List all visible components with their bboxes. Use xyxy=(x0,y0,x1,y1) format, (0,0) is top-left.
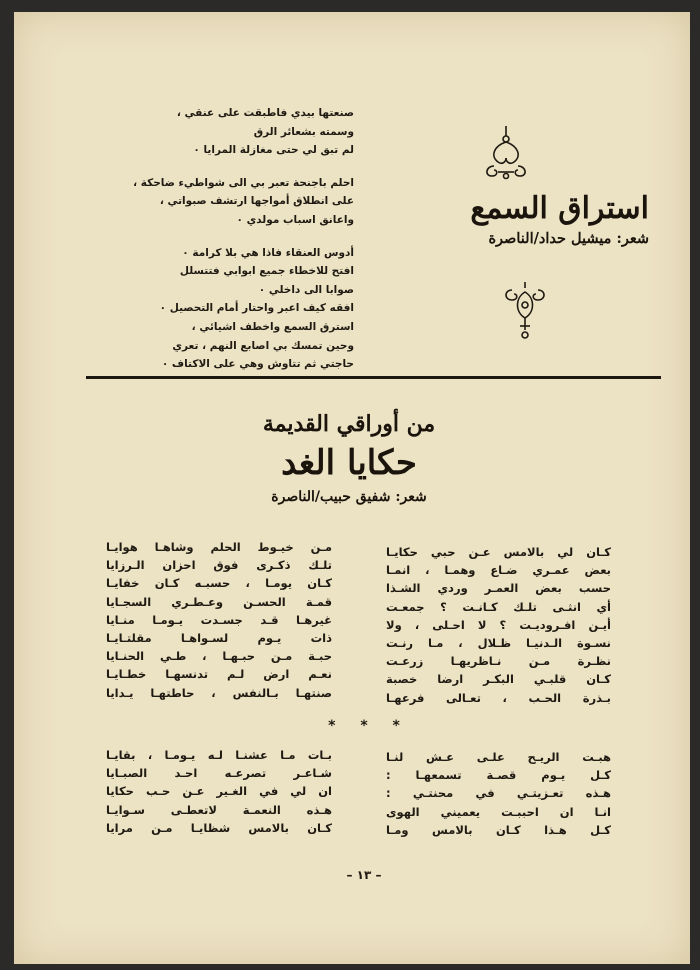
poem-byline: شعر: شفيق حبيب/الناصرة xyxy=(271,489,427,505)
ornament-top-icon xyxy=(480,122,532,182)
poem-line: انـا ان احببـت يعميني الهوى xyxy=(386,804,611,819)
poem-line: قمـة الحسـن وعـطـري السجـايا xyxy=(106,594,332,609)
poem-line: كـان يومـا ، حسبـه كـان خفايـا xyxy=(106,576,332,591)
poem-line: مـن خيـوط الحلم وشاهـا هوايـا xyxy=(106,540,332,554)
page-number: – ١٣ – xyxy=(346,868,382,882)
poem-column-right xyxy=(386,543,611,707)
stanza xyxy=(114,244,354,374)
poem-line: هـذه النعمـة لاتعطـى سـوايـا xyxy=(106,802,332,817)
header-poem-text xyxy=(114,104,354,388)
section-divider xyxy=(86,376,661,379)
stanza-separator: * * * xyxy=(328,718,410,734)
ornament-bottom-icon xyxy=(502,280,548,342)
poem-line: نسـوة الـدنيـا ظـلال ، مـا رنـت xyxy=(386,636,611,651)
poem-line: كـل يـوم قصـة تسمعهـا : xyxy=(386,768,611,783)
stanza xyxy=(114,174,354,230)
poem-line: هـذه تعـزيتـي في محنتـي : xyxy=(386,786,611,801)
poem-line: كـل هـذا كـان بالامس ومـا xyxy=(386,822,611,837)
poem-line: نعـم ارض لـم تدنسهـا خطـايـا xyxy=(106,667,332,682)
poem-line: بـات مـا عشنـا لـه يـومـا ، بقايـا xyxy=(106,748,332,762)
poem-column-left xyxy=(106,538,332,702)
second-poem-heading xyxy=(184,408,514,508)
poem-line: بعض عمـري ضـاع وهمـا ، انمـا xyxy=(386,563,611,578)
poem-line: استرق السمع واخطف اشيائي ، xyxy=(191,320,354,333)
poem-line: لم تبق لي حتى مغازلة المرايا ٠ xyxy=(193,144,354,157)
poem-line: تلـك ذكـرى فوق احزان الـرزايا xyxy=(106,558,332,573)
magazine-page xyxy=(14,12,690,964)
stanza xyxy=(114,104,354,160)
poem-line: هبـت الريـح علـى عـش لنـا xyxy=(386,750,611,764)
poem-line: نظـرة مـن نـاظريهـا زرعـت xyxy=(386,654,611,669)
poem-line: حاجتي ثم تتاوش وهي على الاكتاف ٠ xyxy=(161,358,354,371)
poem-line: وحين تمسك بي اصابع النهم ، تعري xyxy=(172,339,354,352)
poem-line: احلم باجنحة تعبر بي الى شواطيء ضاحكة ، xyxy=(133,176,354,189)
poem-column-left xyxy=(106,746,332,837)
poem-title-block xyxy=(419,190,649,250)
poem-line: حسب بعض العمـر وردي الشـذا xyxy=(386,581,611,596)
poem-title: استراق السمع xyxy=(470,191,649,226)
poem-title: حكايا الغد xyxy=(281,443,417,483)
poem-subtitle: من أوراقي القديمة xyxy=(262,411,436,437)
poem-line: أي انثـى تلـك كـانـت ؟ جمعـت xyxy=(386,599,611,614)
poem-line: افقه كيف اعبر واحتار أمام التحصيل ٠ xyxy=(159,302,354,315)
poem-line: ذات يـوم لسـواهـا مقلتـايـا xyxy=(106,631,332,646)
poem-line: ان لي في الغـير عـن حـب حكايا xyxy=(106,784,332,799)
poem-line: صنعتها بيدي فاطبقت على عنقي ، xyxy=(176,107,354,119)
poem-line: افتح للاخطاء جميع ابوابي فتتسلل xyxy=(179,265,354,278)
poem-line: كـان قلبـي البكـر ارضا خصبة xyxy=(386,672,611,687)
poem-line: غيرهـا قـد جسـدت يـومـا منـايا xyxy=(106,612,332,627)
poem-line: بـذرة الحـب ، تعـالى فرعهـا xyxy=(386,690,611,705)
poem-byline: شعر: ميشيل حداد/الناصرة xyxy=(488,230,649,247)
poem-line: كـان بالامس شظايـا مـن مرايا xyxy=(106,820,332,835)
poem-line: أدوس العنقاء فاذا هي بلا كرامة ٠ xyxy=(182,246,354,259)
poem-line: صوابا الى داخلي ٠ xyxy=(258,283,354,296)
poem-line: على انطلاق أمواجها ارتشف صبواتي ، xyxy=(159,195,354,208)
poem-line: كـان لي بالامس عـن حبي حكايـا xyxy=(386,545,611,559)
poem-column-right xyxy=(386,748,611,839)
poem-line: صنتهـا بـالنفس ، حاطتهـا يـدايا xyxy=(106,685,332,700)
poem-line: شـاعـر تصرعـه احـد الصبـايا xyxy=(106,766,332,781)
poem-line: أيـن افـروديـت ؟ لا احـلى ، ولا xyxy=(386,617,611,632)
poem-line: واعانق اسباب مولدي ٠ xyxy=(236,213,354,226)
poem-line: حبـة مـن حبـهـا ، طـي الحنـايا xyxy=(106,649,332,664)
poem-line: وسمته بشعائر الرق xyxy=(253,125,354,138)
